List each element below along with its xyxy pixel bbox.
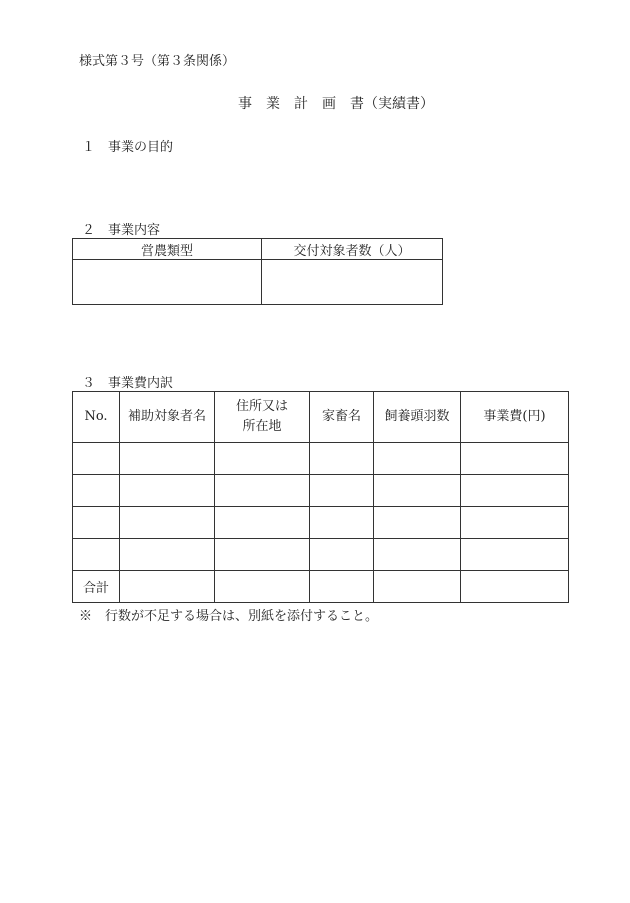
cell[interactable] — [310, 443, 374, 475]
total-label: 合計 — [73, 571, 120, 603]
cell[interactable] — [73, 539, 120, 571]
cell[interactable] — [120, 475, 215, 507]
cell[interactable] — [215, 571, 310, 603]
cell[interactable] — [120, 539, 215, 571]
table-row — [73, 475, 569, 507]
cell[interactable] — [215, 507, 310, 539]
header-address-line1: 住所又は — [235, 399, 288, 414]
cell[interactable] — [310, 475, 374, 507]
cell[interactable] — [73, 475, 120, 507]
table-row — [73, 443, 569, 475]
cell[interactable] — [310, 539, 374, 571]
cell[interactable] — [73, 443, 120, 475]
cell[interactable] — [310, 507, 374, 539]
cell[interactable] — [461, 475, 569, 507]
cell[interactable] — [215, 539, 310, 571]
cell[interactable] — [461, 539, 569, 571]
cell[interactable] — [73, 507, 120, 539]
cell[interactable] — [215, 443, 310, 475]
footnote: ※ 行数が不足する場合は、別紙を添付すること。 — [79, 609, 379, 624]
table-row — [73, 539, 569, 571]
cell[interactable] — [120, 507, 215, 539]
cell[interactable] — [374, 571, 461, 603]
document-title: 事 業 計 画 書（実績書） — [238, 96, 434, 112]
table-row — [73, 507, 569, 539]
total-row — [73, 571, 569, 603]
cell[interactable] — [461, 571, 569, 603]
cell[interactable] — [120, 443, 215, 475]
cell[interactable] — [461, 507, 569, 539]
section3-heading: ３ 事業費内訳 — [82, 376, 174, 391]
cell[interactable] — [374, 539, 461, 571]
cell[interactable] — [120, 571, 215, 603]
section1-heading: １ 事業の目的 — [82, 140, 174, 155]
section2-heading: ２ 事業内容 — [82, 223, 161, 238]
header-project-cost: 事業費(円) — [461, 392, 569, 443]
header-no: No. — [73, 392, 120, 443]
cell-recipient-count[interactable] — [262, 260, 443, 305]
header-head-count: 飼養頭羽数 — [374, 392, 461, 443]
cell[interactable] — [374, 443, 461, 475]
header-livestock: 家畜名 — [310, 392, 374, 443]
cell[interactable] — [374, 475, 461, 507]
header-address-line2: 所在地 — [242, 419, 282, 434]
cell[interactable] — [310, 571, 374, 603]
header-recipient-count: 交付対象者数（人） — [262, 239, 443, 260]
cell[interactable] — [374, 507, 461, 539]
cell[interactable] — [215, 475, 310, 507]
business-content-table — [72, 238, 443, 305]
form-number: 様式第３号（第３条関係） — [79, 54, 236, 69]
cell[interactable] — [461, 443, 569, 475]
cost-breakdown-table — [72, 391, 569, 603]
header-address — [215, 392, 310, 443]
header-recipient-name: 補助対象者名 — [120, 392, 215, 443]
cell-farming-type[interactable] — [73, 260, 262, 305]
header-farming-type: 営農類型 — [73, 239, 262, 260]
